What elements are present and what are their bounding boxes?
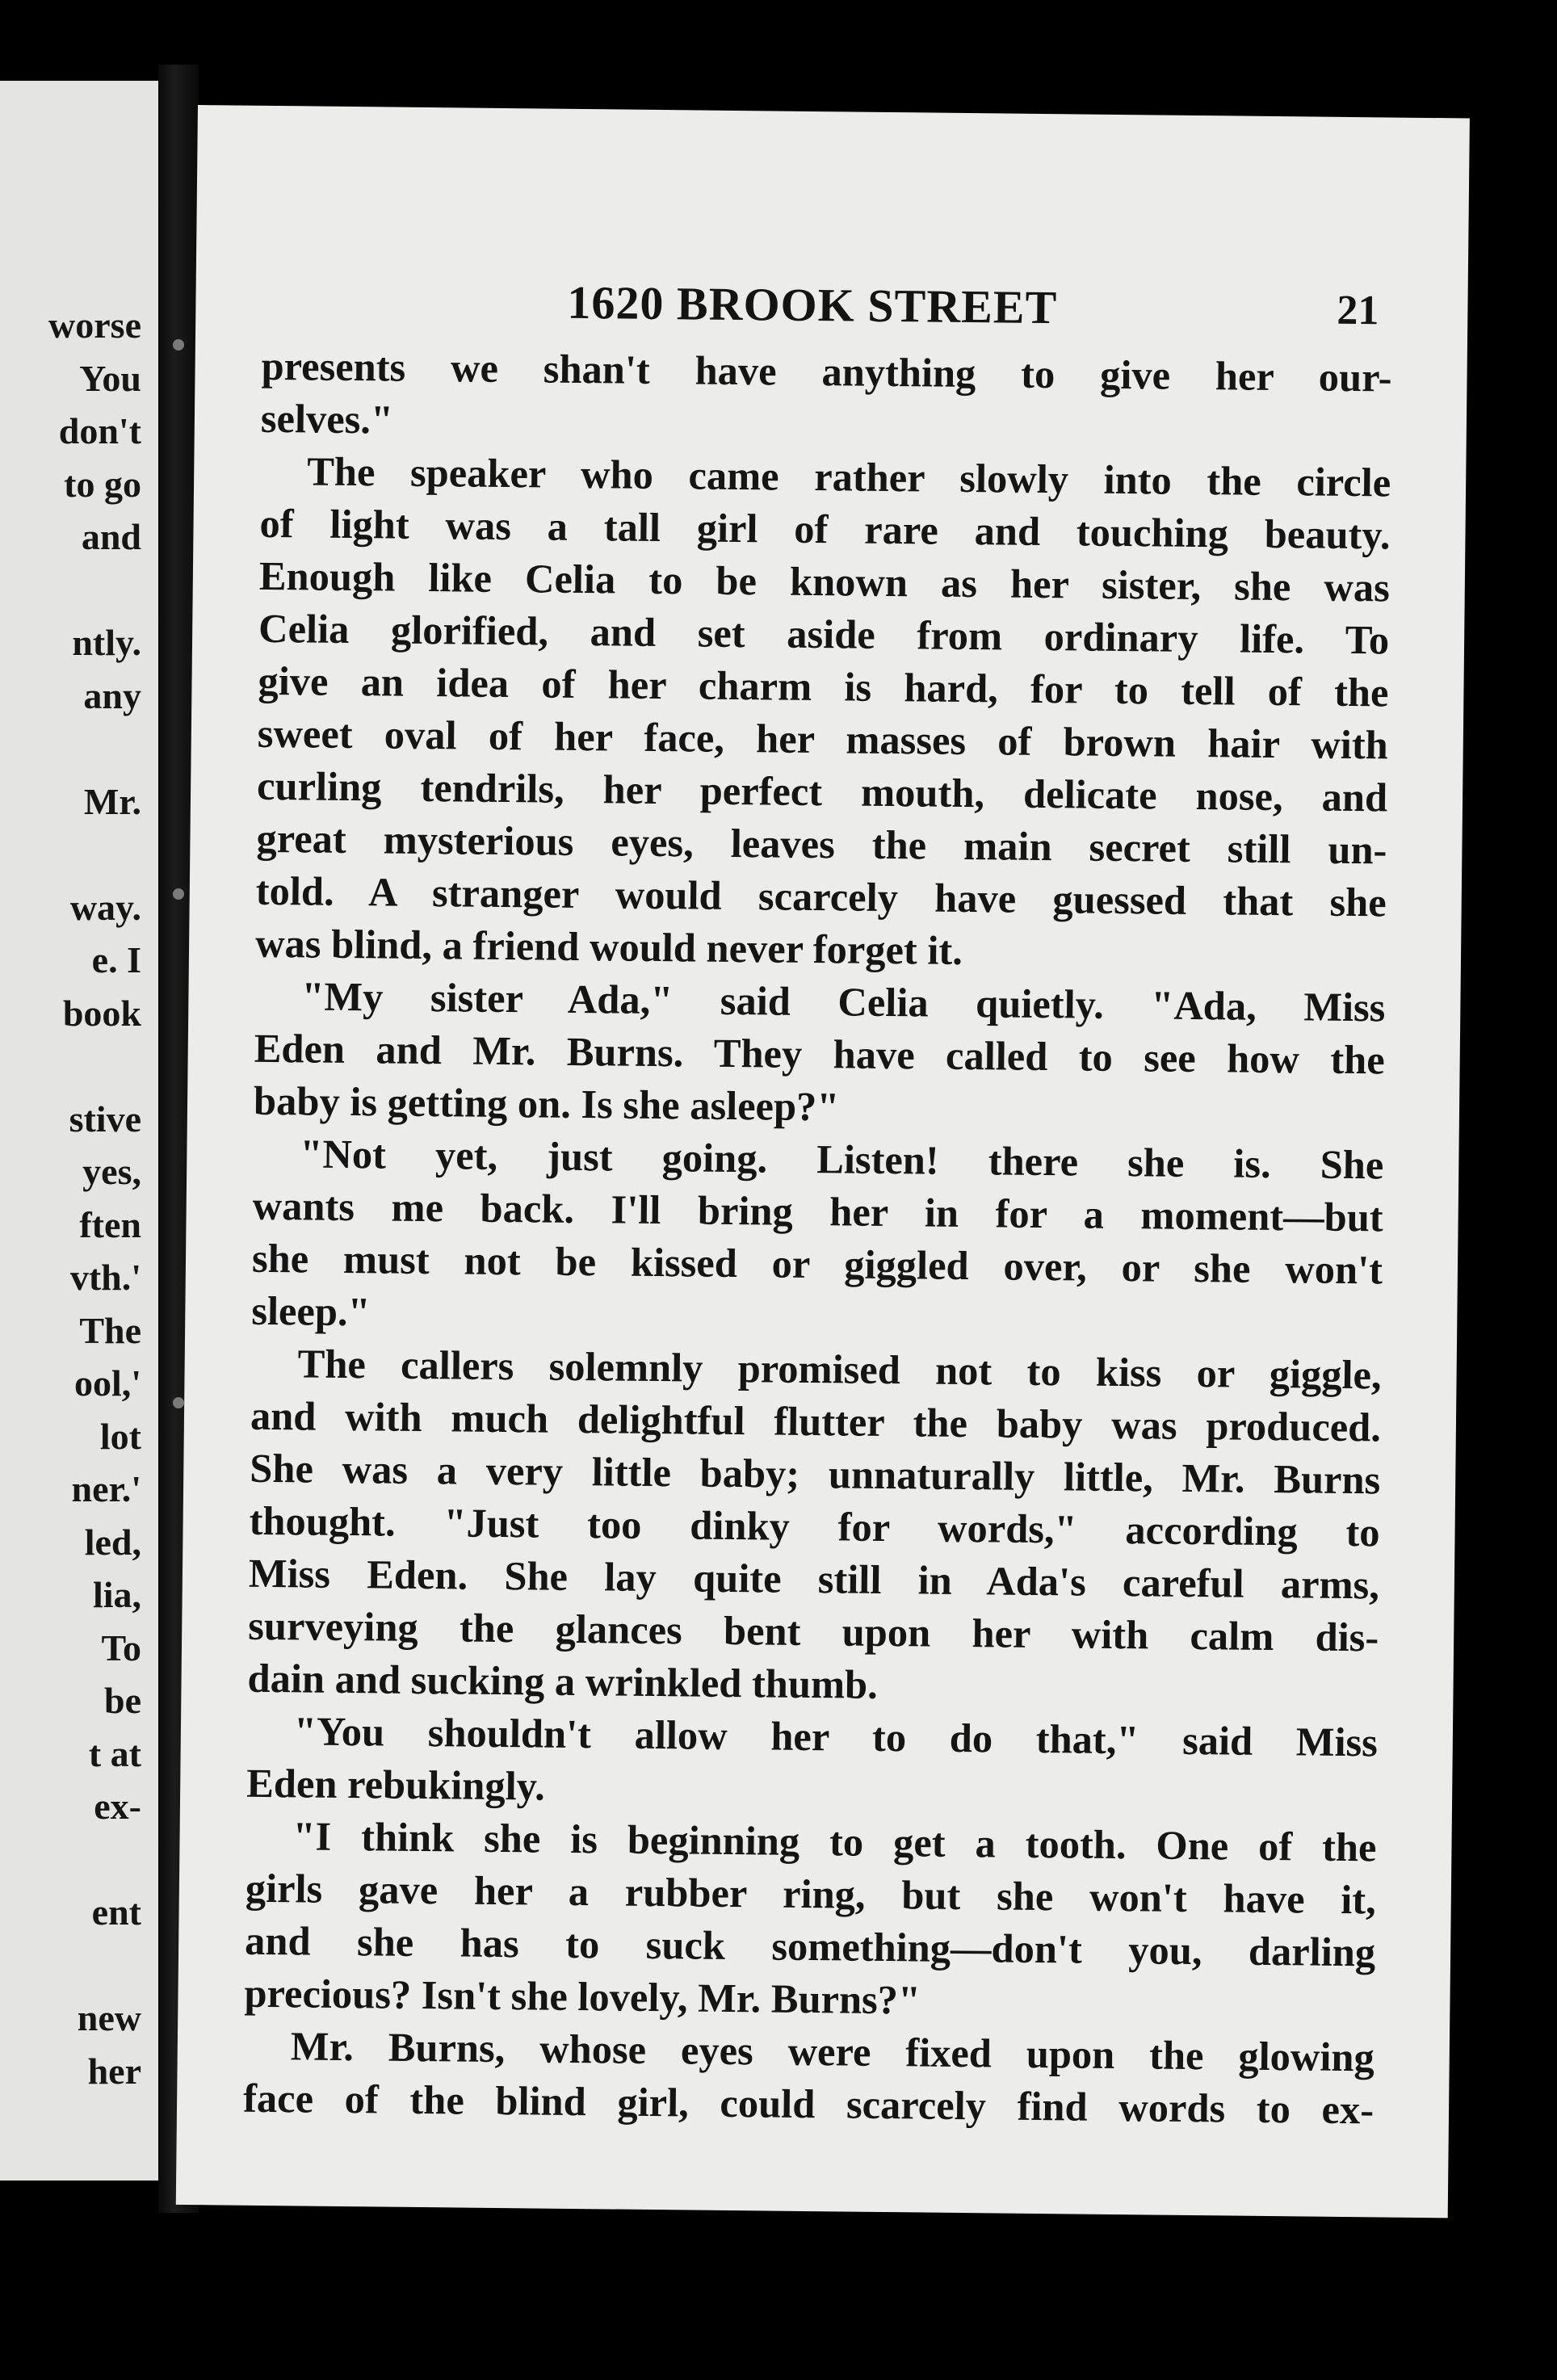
text-line: sweet oval of her face, her masses of brown hair with	[257, 710, 1389, 768]
page-number: 21	[1337, 287, 1379, 334]
previous-page-fragment: don't	[58, 410, 141, 451]
text-line: sleep."	[251, 1287, 371, 1335]
previous-page-fragment: any	[83, 674, 141, 716]
text-line: "Not yet, just going. Listen! there she is. She	[300, 1131, 1384, 1188]
previous-page-fragment: ex-	[94, 1786, 141, 1827]
text-line: great mysterious eyes, leaves the main secret still un-	[256, 815, 1387, 873]
text-line: Enough like Celia to be known as her sister, she was	[258, 552, 1391, 611]
previous-page-fragment: and	[81, 516, 141, 557]
text-line: She was a very little baby; unnaturally little, Mr. Burns	[250, 1445, 1381, 1503]
text-line: wants me back. I'll bring her in for a moment—but	[252, 1182, 1383, 1240]
previous-page-fragment: To	[101, 1627, 141, 1669]
previous-page-fragment: stive	[69, 1098, 141, 1140]
previous-page-fragment: to go	[64, 463, 141, 505]
previous-page-fragment: The	[79, 1309, 141, 1351]
previous-page-fragment	[0, 1039, 141, 1093]
previous-page-fragment: t at	[88, 1732, 141, 1774]
previous-page-fragment: ool,'	[73, 1362, 141, 1404]
running-title: 1620 BROOK STREET	[567, 275, 1058, 334]
text-line: and she has to suck something—don't you, darling	[244, 1917, 1376, 1975]
running-head	[195, 267, 1468, 344]
previous-page-fragment: You	[79, 357, 141, 399]
text-line: Mr. Burns, whose eyes were fixed upon the glowing	[290, 2023, 1375, 2080]
text-line: told. A stranger would scarcely have guessed that she	[255, 867, 1387, 926]
text-line: Celia glorified, and set aside from ordinary life. To	[258, 605, 1390, 663]
previous-page-edge	[0, 81, 165, 2181]
text-line: Eden and Mr. Burns. They have called to see how the	[254, 1025, 1385, 1083]
text-line: thought. "Just too dinky for words," according to	[249, 1497, 1380, 1555]
previous-page-fragment: new	[77, 1997, 141, 2038]
previous-page-fragment	[0, 564, 141, 617]
previous-page-fragment	[0, 828, 141, 881]
previous-page-fragment: her	[87, 2050, 141, 2092]
previous-page-fragment: be	[104, 1680, 141, 1721]
text-line: face of the blind girl, could scarcely find words to ex-	[242, 2075, 1374, 2133]
text-line: girls gave her a rubber ring, but she won't have it,	[245, 1865, 1377, 1923]
book-page	[176, 105, 1470, 2218]
binding-thread-mark	[173, 339, 184, 350]
text-line: "You shouldn't allow her to do that," said Miss	[293, 1708, 1379, 1765]
text-line: of light was a tall girl of rare and touching beauty.	[259, 500, 1391, 558]
text-line: baby is getting on. Is she asleep?"	[253, 1077, 840, 1130]
text-line: Miss Eden. She lay quite still in Ada's careful arms,	[248, 1550, 1380, 1608]
previous-page-fragment: e. I	[91, 939, 141, 980]
previous-page-fragment: book	[62, 992, 141, 1034]
text-line: give an idea of her charm is hard, for to tell of the	[258, 657, 1389, 716]
text-line: Eden rebukingly.	[246, 1760, 546, 1809]
previous-page-fragment: worse	[48, 304, 141, 346]
previous-page-fragment: ner.'	[71, 1468, 141, 1509]
body-text	[243, 340, 1392, 2137]
previous-page-fragment: lia,	[92, 1574, 141, 1615]
previous-page-fragment: led,	[84, 1521, 141, 1563]
previous-page-fragment: ften	[79, 1203, 141, 1245]
text-line: "My sister Ada," said Celia quietly. "Ada, Miss	[301, 973, 1386, 1030]
text-line: and with much delightful flutter the baby was produced.	[250, 1392, 1382, 1450]
text-line: surveying the glances bent upon her with calm dis-	[247, 1602, 1379, 1660]
text-line: selves."	[260, 395, 394, 443]
previous-page-fragment	[0, 722, 141, 775]
text-line: "I think she is beginning to get a tooth. One of the	[292, 1813, 1377, 1870]
text-line: dain and sucking a wrinkled thumb.	[247, 1655, 879, 1707]
previous-page-fragment: vth.'	[69, 1257, 141, 1298]
text-line: The callers solemnly promised not to kiss or giggle,	[297, 1341, 1382, 1398]
text-line: she must not be kissed or giggled over, or she won't	[251, 1235, 1383, 1293]
binding-thread-mark	[173, 888, 184, 900]
previous-page-text-fragments	[0, 299, 141, 2097]
previous-page-fragment: ent	[91, 1891, 141, 1933]
text-line: was blind, a friend would never forget it.	[254, 920, 963, 973]
text-line: The speaker who came rather slowly into the circle	[306, 448, 1391, 506]
text-line: presents we shan't have anything to give her our-	[261, 342, 1392, 401]
previous-page-fragment	[0, 1833, 141, 1887]
text-line: curling tendrils, her perfect mouth, delicate nose, and	[256, 762, 1388, 821]
previous-page-fragment: yes,	[82, 1151, 141, 1192]
binding-thread-mark	[173, 1397, 184, 1408]
previous-page-fragment: lot	[99, 1415, 141, 1457]
previous-page-fragment	[0, 1939, 141, 1992]
previous-page-fragment: ntly.	[72, 622, 141, 663]
previous-page-fragment: Mr.	[83, 780, 141, 822]
previous-page-fragment: way.	[69, 886, 141, 928]
text-line: precious? Isn't she lovely, Mr. Burns?"	[244, 1970, 921, 2023]
